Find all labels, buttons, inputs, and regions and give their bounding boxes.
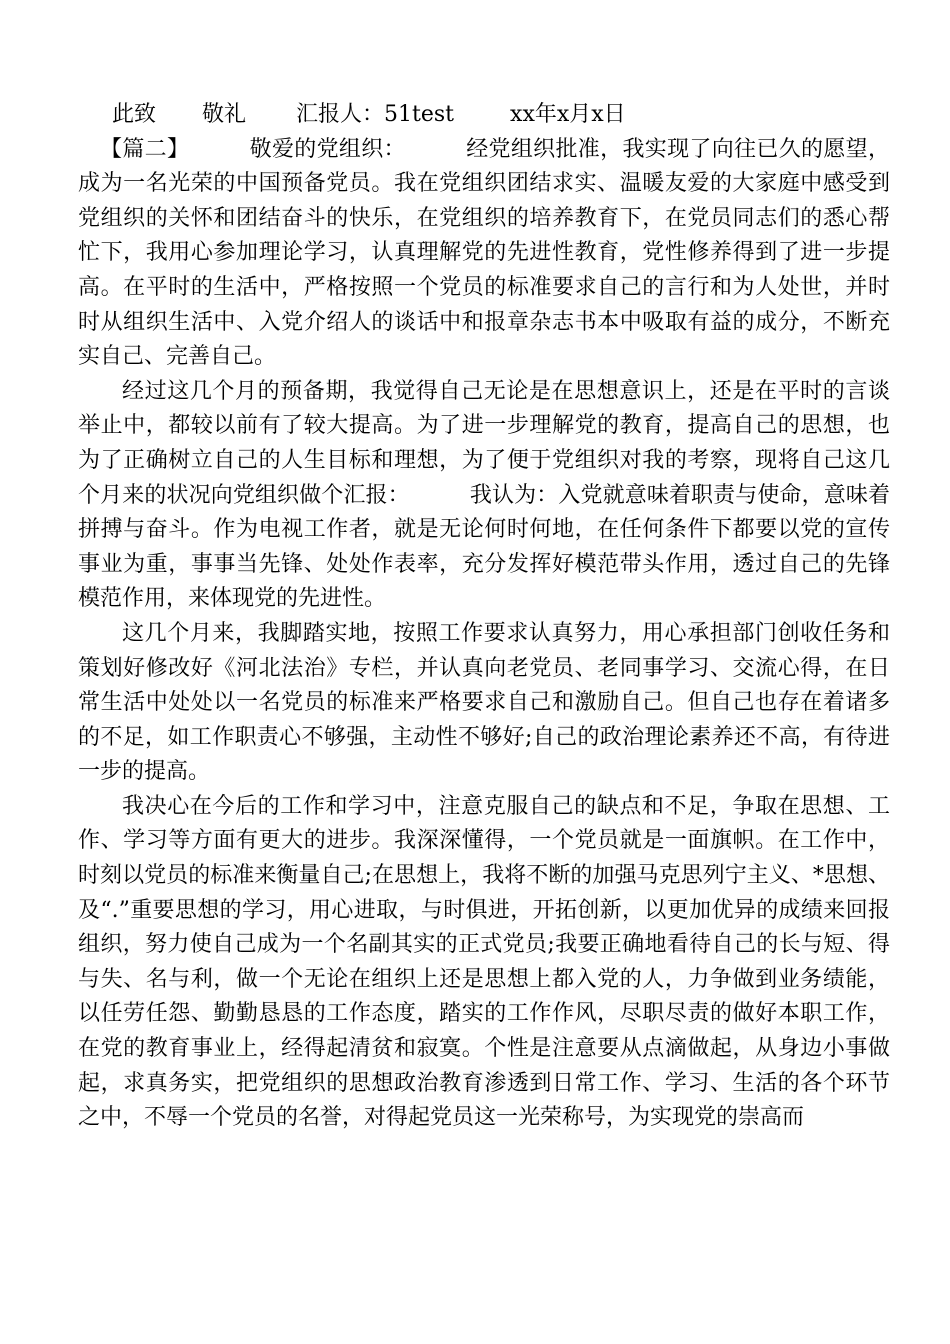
paragraph-1-text: 经党组织批准，我实现了向往已久的愿望，成为一名光荣的中国预备党员。我在党组织团结求实、温暖友爱的大家庭中感受到党组织的关怀和团结奋斗的快乐，在党组织的培养教育下，在党员同志们的悉心帮忙下，我用心参加理论学习，认真理解党的先进性教育，党性修养得到了进一步提高。在平时的生活中，严格按照一个党员的标准要求自己的言行和为人处世，并时时从组织生活中、入党介绍人的谈话中和报章杂志书本中吸取有益的成分，不断充实自己、完善自己。 [78,136,890,370]
greeting: 敬爱的党组织： [249,136,406,162]
closing-salute-2: 敬礼 [202,102,247,127]
paragraph-4: 我决心在今后的工作和学习中，注意克服自己的缺点和不足，争取在思想、工作、学习等方面有更大的进步。我深深懂得，一个党员就是一面旗帜。在工作中，时刻以党员的标准来衡量自己;在思想上，我将不断的加强马克思列宁主义、*思想、及“.”重要思想的学习，用心进取，与时俱进，开拓创新，以更加优异的成绩来回报组织，努力使自己成为一个名副其实的正式党员;我要正确地看待自己的长与短、得与失、名与利，做一个无论在组织上还是思想上都入党的人，力争做到业务绩能，以任劳任怨、勤勤恳恳的工作态度，踏实的工作作风，尽职尽责的做好本职工作，在党的教育事业上，经得起清贫和寂寞。个性是注意要从点滴做起，从身边小事做起，求真务实，把党组织的思想政治教育渗透到日常工作、学习、生活的各个环节之中，不辱一个党员的名誉，对得起党员这一光荣称号，为实现党的崇高而 [78,793,890,1131]
closing-reporter: 汇报人：51test [296,102,455,127]
closing-line [78,98,890,133]
section-opening-paragraph [78,133,890,375]
paragraph-3: 这几个月来，我脚踏实地，按照工作要求认真努力，用心承担部门创收任务和策划好修改好《河北法治》专栏，并认真向老党员、老同事学习、交流心得，在日常生活中处处以一名党员的标准来严格要求自己和激励自己。但自己也存在着诸多的不足，如工作职责心不够强，主动性不够好;自己的政治理论素养还不高，有待进一步的提高。 [78,620,890,785]
paragraph-2b-text: 我认为：入党就意味着职责与使命，意味着拼搏与奋斗。作为电视工作者，就是无论何时何地，在任何条件下都要以党的宣传事业为重，事事当先锋、处处作表率，充分发挥好模范带头作用，透过自己的先锋模范作用，来体现党的先进性。 [78,482,890,612]
paragraph-2 [78,375,890,617]
section-heading: 【篇二】 [100,136,190,162]
closing-salute-1: 此致 [112,102,157,127]
document-body [78,98,890,1136]
closing-date: xx年x月x日 [510,102,626,127]
paragraph-2a-text: 经过这几个月的预备期，我觉得自己无论是在思想意识上，还是在平时的言谈举止中，都较以前有了较大提高。为了进一步理解党的教育，提高自己的思想，也为了正确树立自己的人生目标和理想，为了便于党组织对我的考察，现将自己这几个月来的状况向党组织做个汇报： [78,378,890,508]
